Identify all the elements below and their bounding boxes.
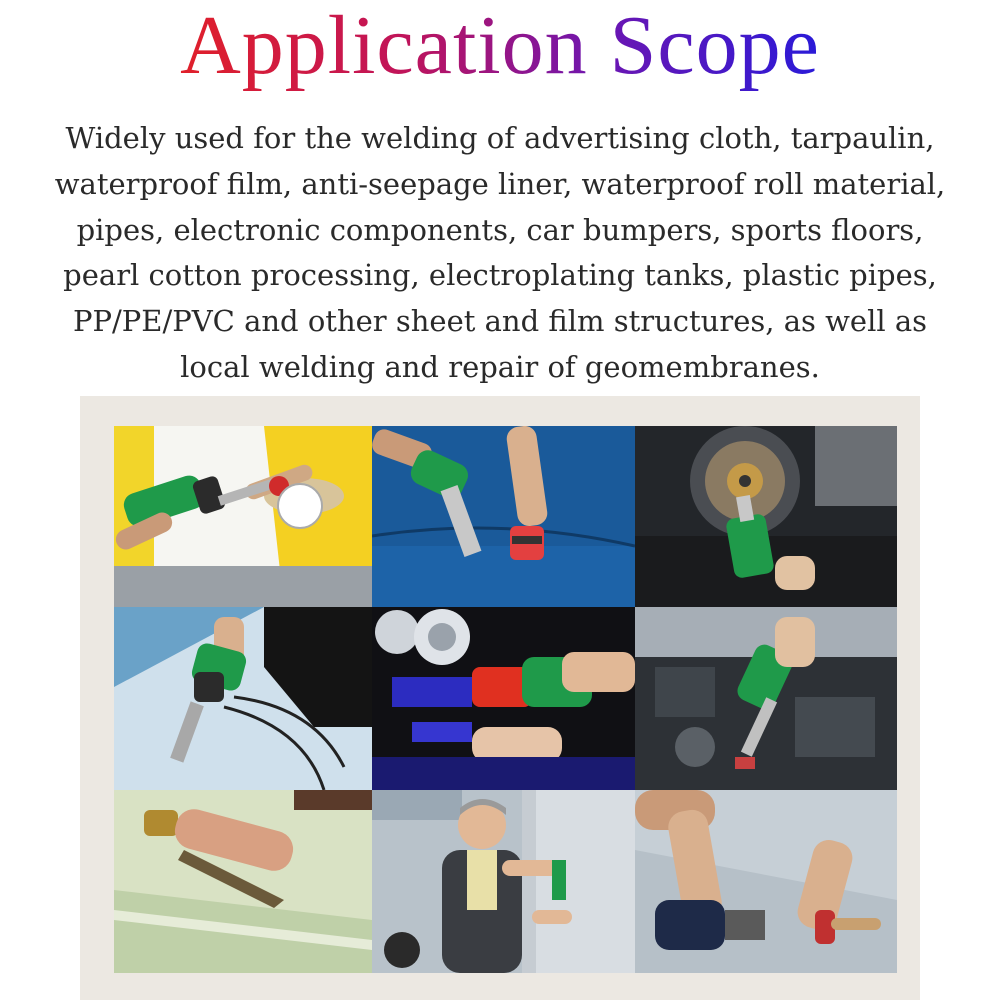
description-line: pearl cotton processing, electroplating tanks, plastic pipes,	[63, 258, 937, 293]
description-text	[10, 116, 990, 391]
description-line: PP/PE/PVC and other sheet and film structures, as well as	[72, 304, 928, 339]
description-line: waterproof film, anti-seepage liner, waterproof roll material,	[54, 166, 946, 201]
photo-banner-welding	[114, 426, 372, 607]
photo-headlight-repair	[372, 607, 635, 790]
photo-floor-welding	[114, 607, 372, 790]
description-line: local welding and repair of geomembranes.	[180, 349, 820, 384]
description-line: pipes, electronic components, car bumpers, sports floors,	[76, 212, 924, 247]
photo-tarpaulin-roller	[372, 426, 635, 607]
photo-wall-welding-worker	[372, 790, 635, 973]
photo-roller-seam	[635, 790, 897, 973]
photo-car-brake	[635, 426, 897, 607]
page-title: Application Scope	[180, 0, 820, 92]
photo-engine-bay	[635, 607, 897, 790]
photo-sheet-welding	[114, 790, 372, 973]
photo-collage	[80, 396, 920, 1000]
description-line: Widely used for the welding of advertising cloth, tarpaulin,	[65, 121, 935, 155]
